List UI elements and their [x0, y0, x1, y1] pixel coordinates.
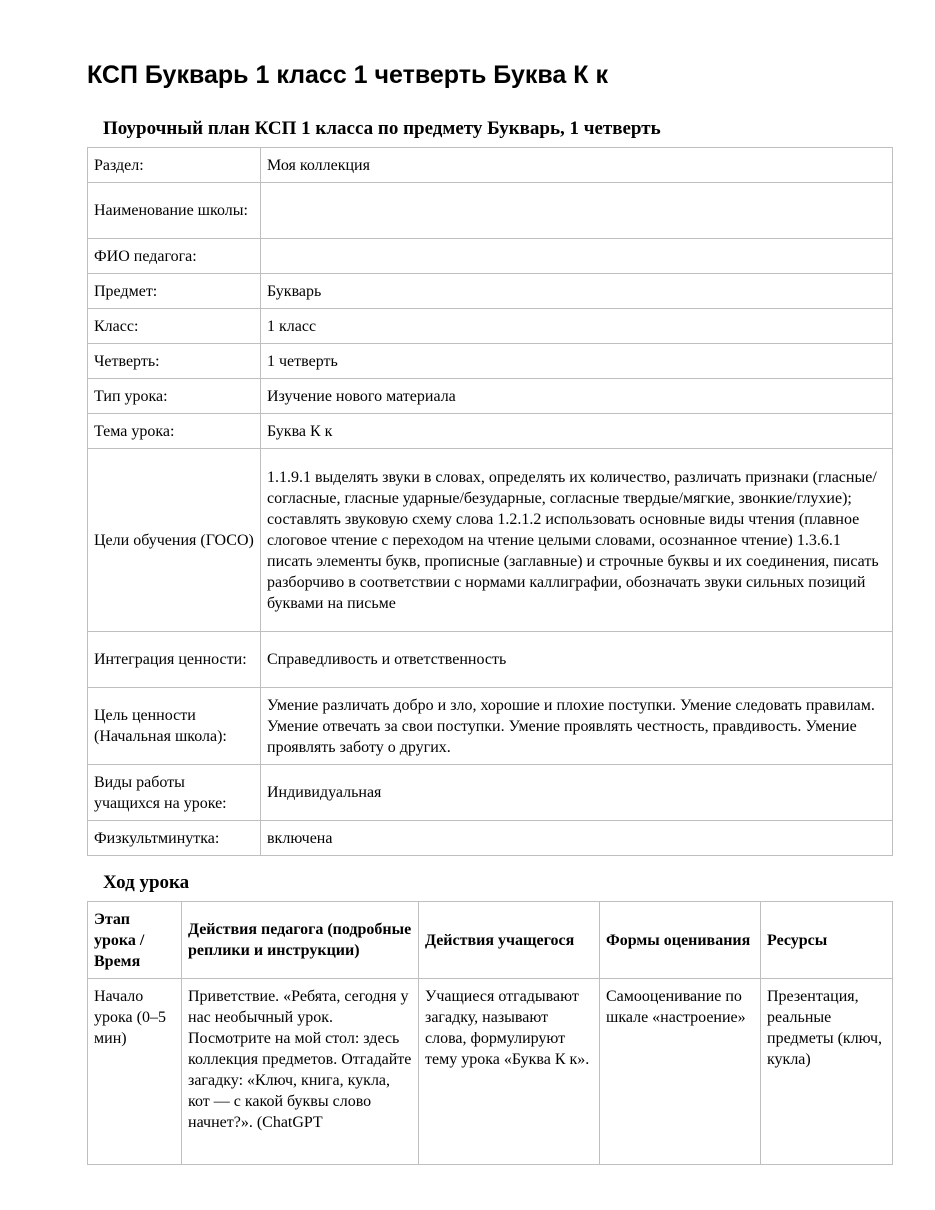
table-row: [88, 449, 893, 632]
cell-assessment: Самооценивание по шкале «настроение»: [600, 979, 761, 1165]
table-row: [88, 309, 893, 344]
row-label: Физкультминутка:: [88, 821, 261, 856]
table-row: [88, 148, 893, 183]
column-header-assessment: Формы оценивания: [600, 902, 761, 979]
plan-heading: Поурочный план КСП 1 класса по предмету Букварь, 1 четверть: [103, 118, 661, 139]
row-value: Букварь: [261, 274, 893, 309]
row-label: Интеграция ценности:: [88, 632, 261, 688]
lesson-info-table: [87, 147, 893, 856]
row-value: Изучение нового материала: [261, 379, 893, 414]
row-value: 1.1.9.1 выделять звуки в словах, определять их количество, различать признаки (гласные/ согласные, гласные ударные/безударные, согласные твердые/мягкие, звонкие/глухие); составлять звуковую схему слова 1.2.1.2 использовать основные виды чтения (плавное слоговое чтение с переходом на чтение целыми словами, осознанное чтение) 1.3.6.1 писать элементы букв, прописные (заглавные) и строчные буквы и их соединения, писать разборчиво в соответствии с нормами каллиграфии, обозначать звуки сильных позиций буквами на письме: [261, 449, 893, 632]
cell-stage: Начало урока (0–5 мин): [88, 979, 182, 1165]
row-value: [261, 239, 893, 274]
row-label: Предмет:: [88, 274, 261, 309]
column-header-resources: Ресурсы: [761, 902, 893, 979]
lesson-course-table: [87, 901, 893, 1165]
column-header-stage: Этап урока / Время: [88, 902, 182, 979]
table-row: [88, 821, 893, 856]
table-row: [88, 688, 893, 765]
table-row: [88, 979, 893, 1165]
row-label: ФИО педагога:: [88, 239, 261, 274]
row-label: Наименование школы:: [88, 183, 261, 239]
table-row: [88, 344, 893, 379]
row-label: Класс:: [88, 309, 261, 344]
row-value: Умение различать добро и зло, хорошие и плохие поступки. Умение следовать правилам. Умение отвечать за свои поступки. Умение проявлять честность, правдивость. Умение проявлять заботу о других.: [261, 688, 893, 765]
row-value: Моя коллекция: [261, 148, 893, 183]
table-header-row: [88, 902, 893, 979]
row-value: включена: [261, 821, 893, 856]
row-label: Цель ценности (Начальная школа):: [88, 688, 261, 765]
row-value: 1 класс: [261, 309, 893, 344]
row-value: 1 четверть: [261, 344, 893, 379]
row-label: Тип урока:: [88, 379, 261, 414]
column-header-student: Действия учащегося: [419, 902, 600, 979]
row-value: Буква К к: [261, 414, 893, 449]
table-row: [88, 414, 893, 449]
table-row: [88, 379, 893, 414]
table-row: [88, 183, 893, 239]
row-label: Цели обучения (ГОСО): [88, 449, 261, 632]
row-value: Справедливость и ответственность: [261, 632, 893, 688]
table-row: [88, 274, 893, 309]
course-heading: Ход урока: [103, 872, 190, 893]
row-label: Виды работы учащихся на уроке:: [88, 765, 261, 821]
table-row: [88, 765, 893, 821]
row-value: [261, 183, 893, 239]
document-title: КСП Букварь 1 класс 1 четверть Буква К к: [87, 61, 608, 89]
row-value: Индивидуальная: [261, 765, 893, 821]
table-row: [88, 632, 893, 688]
row-label: Раздел:: [88, 148, 261, 183]
cell-resources: Презентация, реальные предметы (ключ, кукла): [761, 979, 893, 1165]
row-label: Четверть:: [88, 344, 261, 379]
cell-student: Учащиеся отгадывают загадку, называют слова, формулируют тему урока «Буква К к».: [419, 979, 600, 1165]
cell-teacher: Приветствие. «Ребята, сегодня у нас необычный урок. Посмотрите на мой стол: здесь коллекция предметов. Отгадайте загадку: «Ключ, книга, кукла, кот — с какой буквы слово начнет?». (ChatGPT: [182, 979, 419, 1165]
column-header-teacher: Действия педагога (подробные реплики и инструкции): [182, 902, 419, 979]
table-row: [88, 239, 893, 274]
row-label: Тема урока:: [88, 414, 261, 449]
